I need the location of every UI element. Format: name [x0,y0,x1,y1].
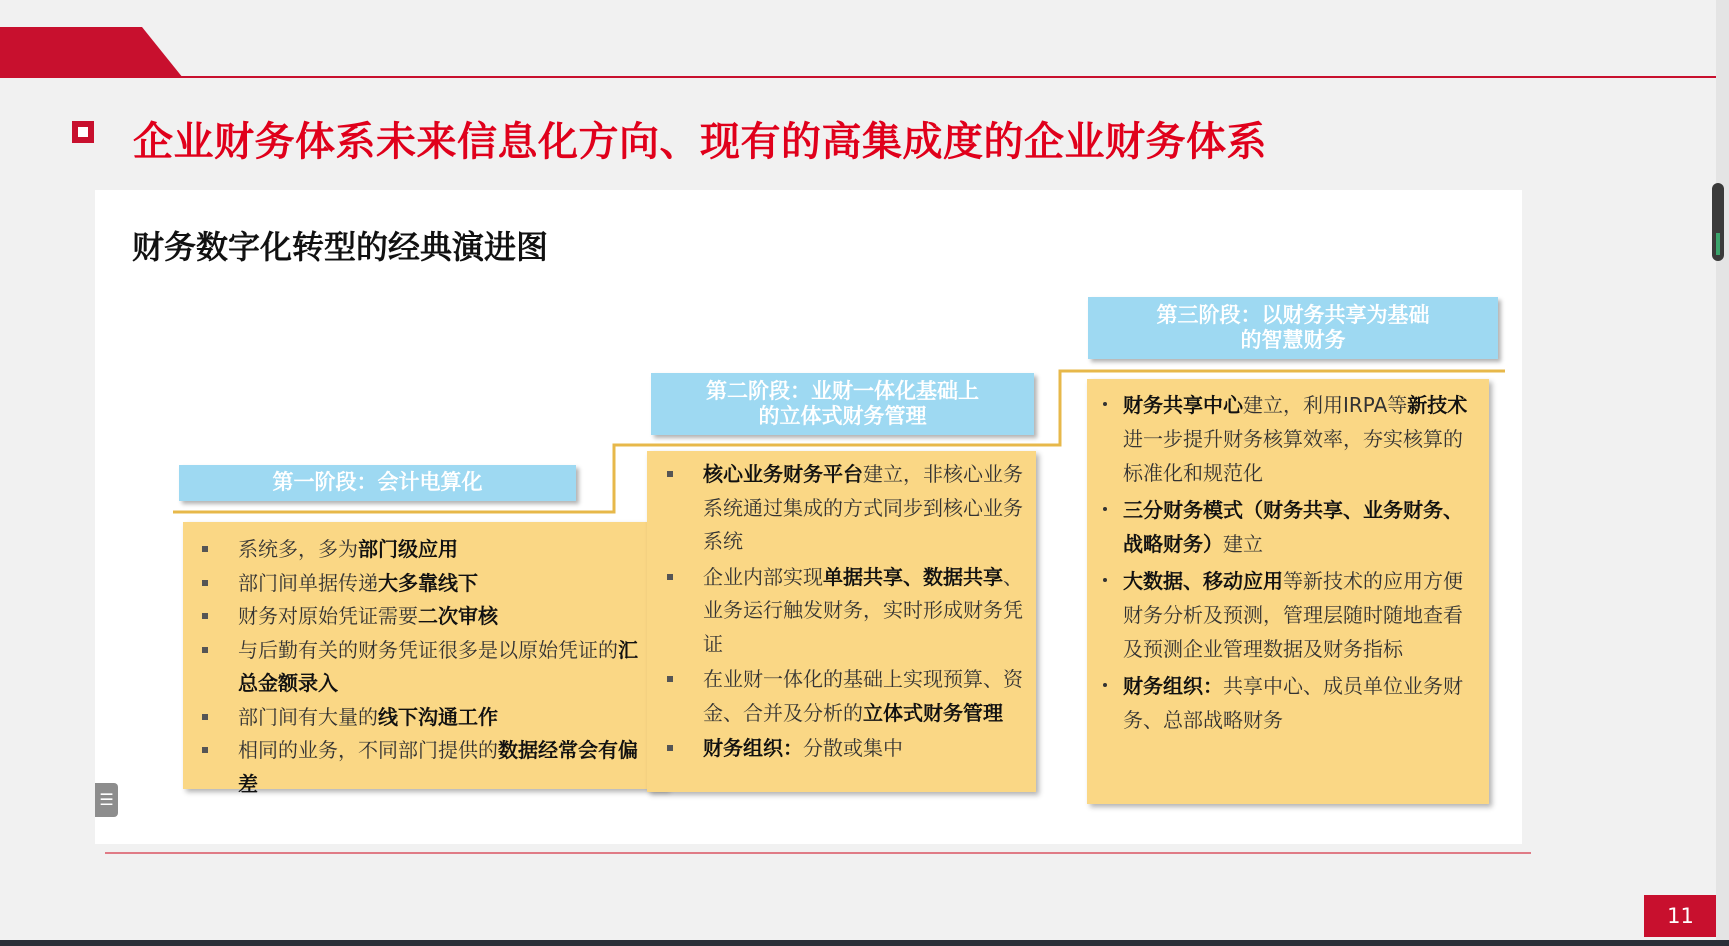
stage-3-header-line: 第三阶段：以财务共享为基础 [1156,302,1430,327]
bold-text: 财务组织： [1123,674,1223,698]
bold-text: 新技术 [1407,393,1468,417]
diagram-panel [95,190,1522,844]
list-item [703,663,1026,730]
bold-text: 部门级应用 [358,537,458,561]
bold-text: 单据共享、数据共享 [823,564,1003,589]
bottom-divider [105,852,1531,854]
list-item [238,701,657,735]
bold-text: 财务共享中心 [1123,393,1243,417]
text: 与后勤有关的财务凭证很多是以原始凭证的 [238,637,618,662]
list-item [1123,493,1479,561]
top-red-tab [0,27,183,78]
bottom-status-strip [0,940,1729,946]
slide-title: 企业财务体系未来信息化方向、现有的高集成度的企业财务体系 [133,119,1267,165]
text: 、业务运行触发财务，实时形成财务凭证 [703,564,1023,656]
text: 相同的业务，不同部门提供的 [238,738,498,762]
stage-2-list [703,458,1026,766]
stage-1-header-line: 第一阶段：会计电算化 [272,470,483,495]
page-number: 11 [1644,895,1717,937]
list-item [238,567,657,601]
text: 在业财一体化的基础上实现预算、资金、合并及分析的 [703,667,1023,725]
bold-text: 汇总金额录入 [238,637,638,695]
text: 系统多，多为 [238,537,358,561]
text: 等新技术的应用方便财务分析及预测，管理层随时随地查看及预测企业管理数据及财务指标 [1123,569,1463,661]
stage-2-header [651,373,1034,435]
list-item [238,533,657,567]
bold-text: 数据经常会有偏差 [238,738,638,796]
bold-text: 大多靠线下 [378,570,478,595]
list-item [703,561,1026,662]
list-item [703,458,1026,559]
text: 部门间有大量的 [238,704,378,729]
bold-text: 线下沟通工作 [378,704,498,729]
text: 建立，利用IRPA等 [1243,393,1408,417]
stage-2-header-line: 的立体式财务管理 [758,404,927,428]
stage-1-box [183,522,667,796]
bold-text: 核心业务财务平台 [703,462,863,486]
stage-1-list [238,533,657,801]
list-item [1123,564,1479,666]
bold-text: 三分财务模式（财务共享、业务财务、战略财务） [1123,498,1463,556]
list-item [1123,669,1479,737]
list-item [1123,388,1479,490]
stage-2-box [647,451,1036,792]
text: 财务对原始凭证需要 [238,604,418,628]
text: 分散或集中 [803,736,903,760]
text: 共享中心、成员单位业务财务、总部战略财务 [1123,674,1463,732]
text: 建立 [1223,532,1263,556]
text: 部门间单据传递 [238,570,378,595]
stage-3-list [1123,388,1479,737]
list-item [238,600,657,634]
bold-text: 二次审核 [418,604,498,628]
diagram-title: 财务数字化转型的经典演进图 [132,228,549,266]
menu-icon[interactable]: ☰ [95,783,118,817]
stage-3-header-line: 的智慧财务 [1240,328,1346,352]
bold-text: 立体式财务管理 [863,700,1003,725]
top-divider [0,76,1729,78]
list-item [703,732,1026,766]
list-item [238,734,657,801]
stage-2-header-line: 第二阶段：业财一体化基础上 [706,378,979,403]
scrollbar-thumb[interactable] [1712,183,1724,261]
list-item [238,634,657,701]
stage-3-header [1088,297,1498,359]
stage-1-header [179,465,576,501]
text: 建立，非核心业务系统通过集成的方式同步到核心业务系统 [703,462,1023,553]
text: 进一步提升财务核算效率，夯实核算的标准化和规范化 [1123,427,1463,485]
bold-text: 大数据、移动应用 [1123,569,1283,593]
stage-3-box [1087,379,1489,804]
hollow-square-icon [72,121,94,143]
scrollbar-track[interactable] [1716,0,1729,940]
bold-text: 财务组织： [703,736,803,760]
text: 企业内部实现 [703,564,823,589]
